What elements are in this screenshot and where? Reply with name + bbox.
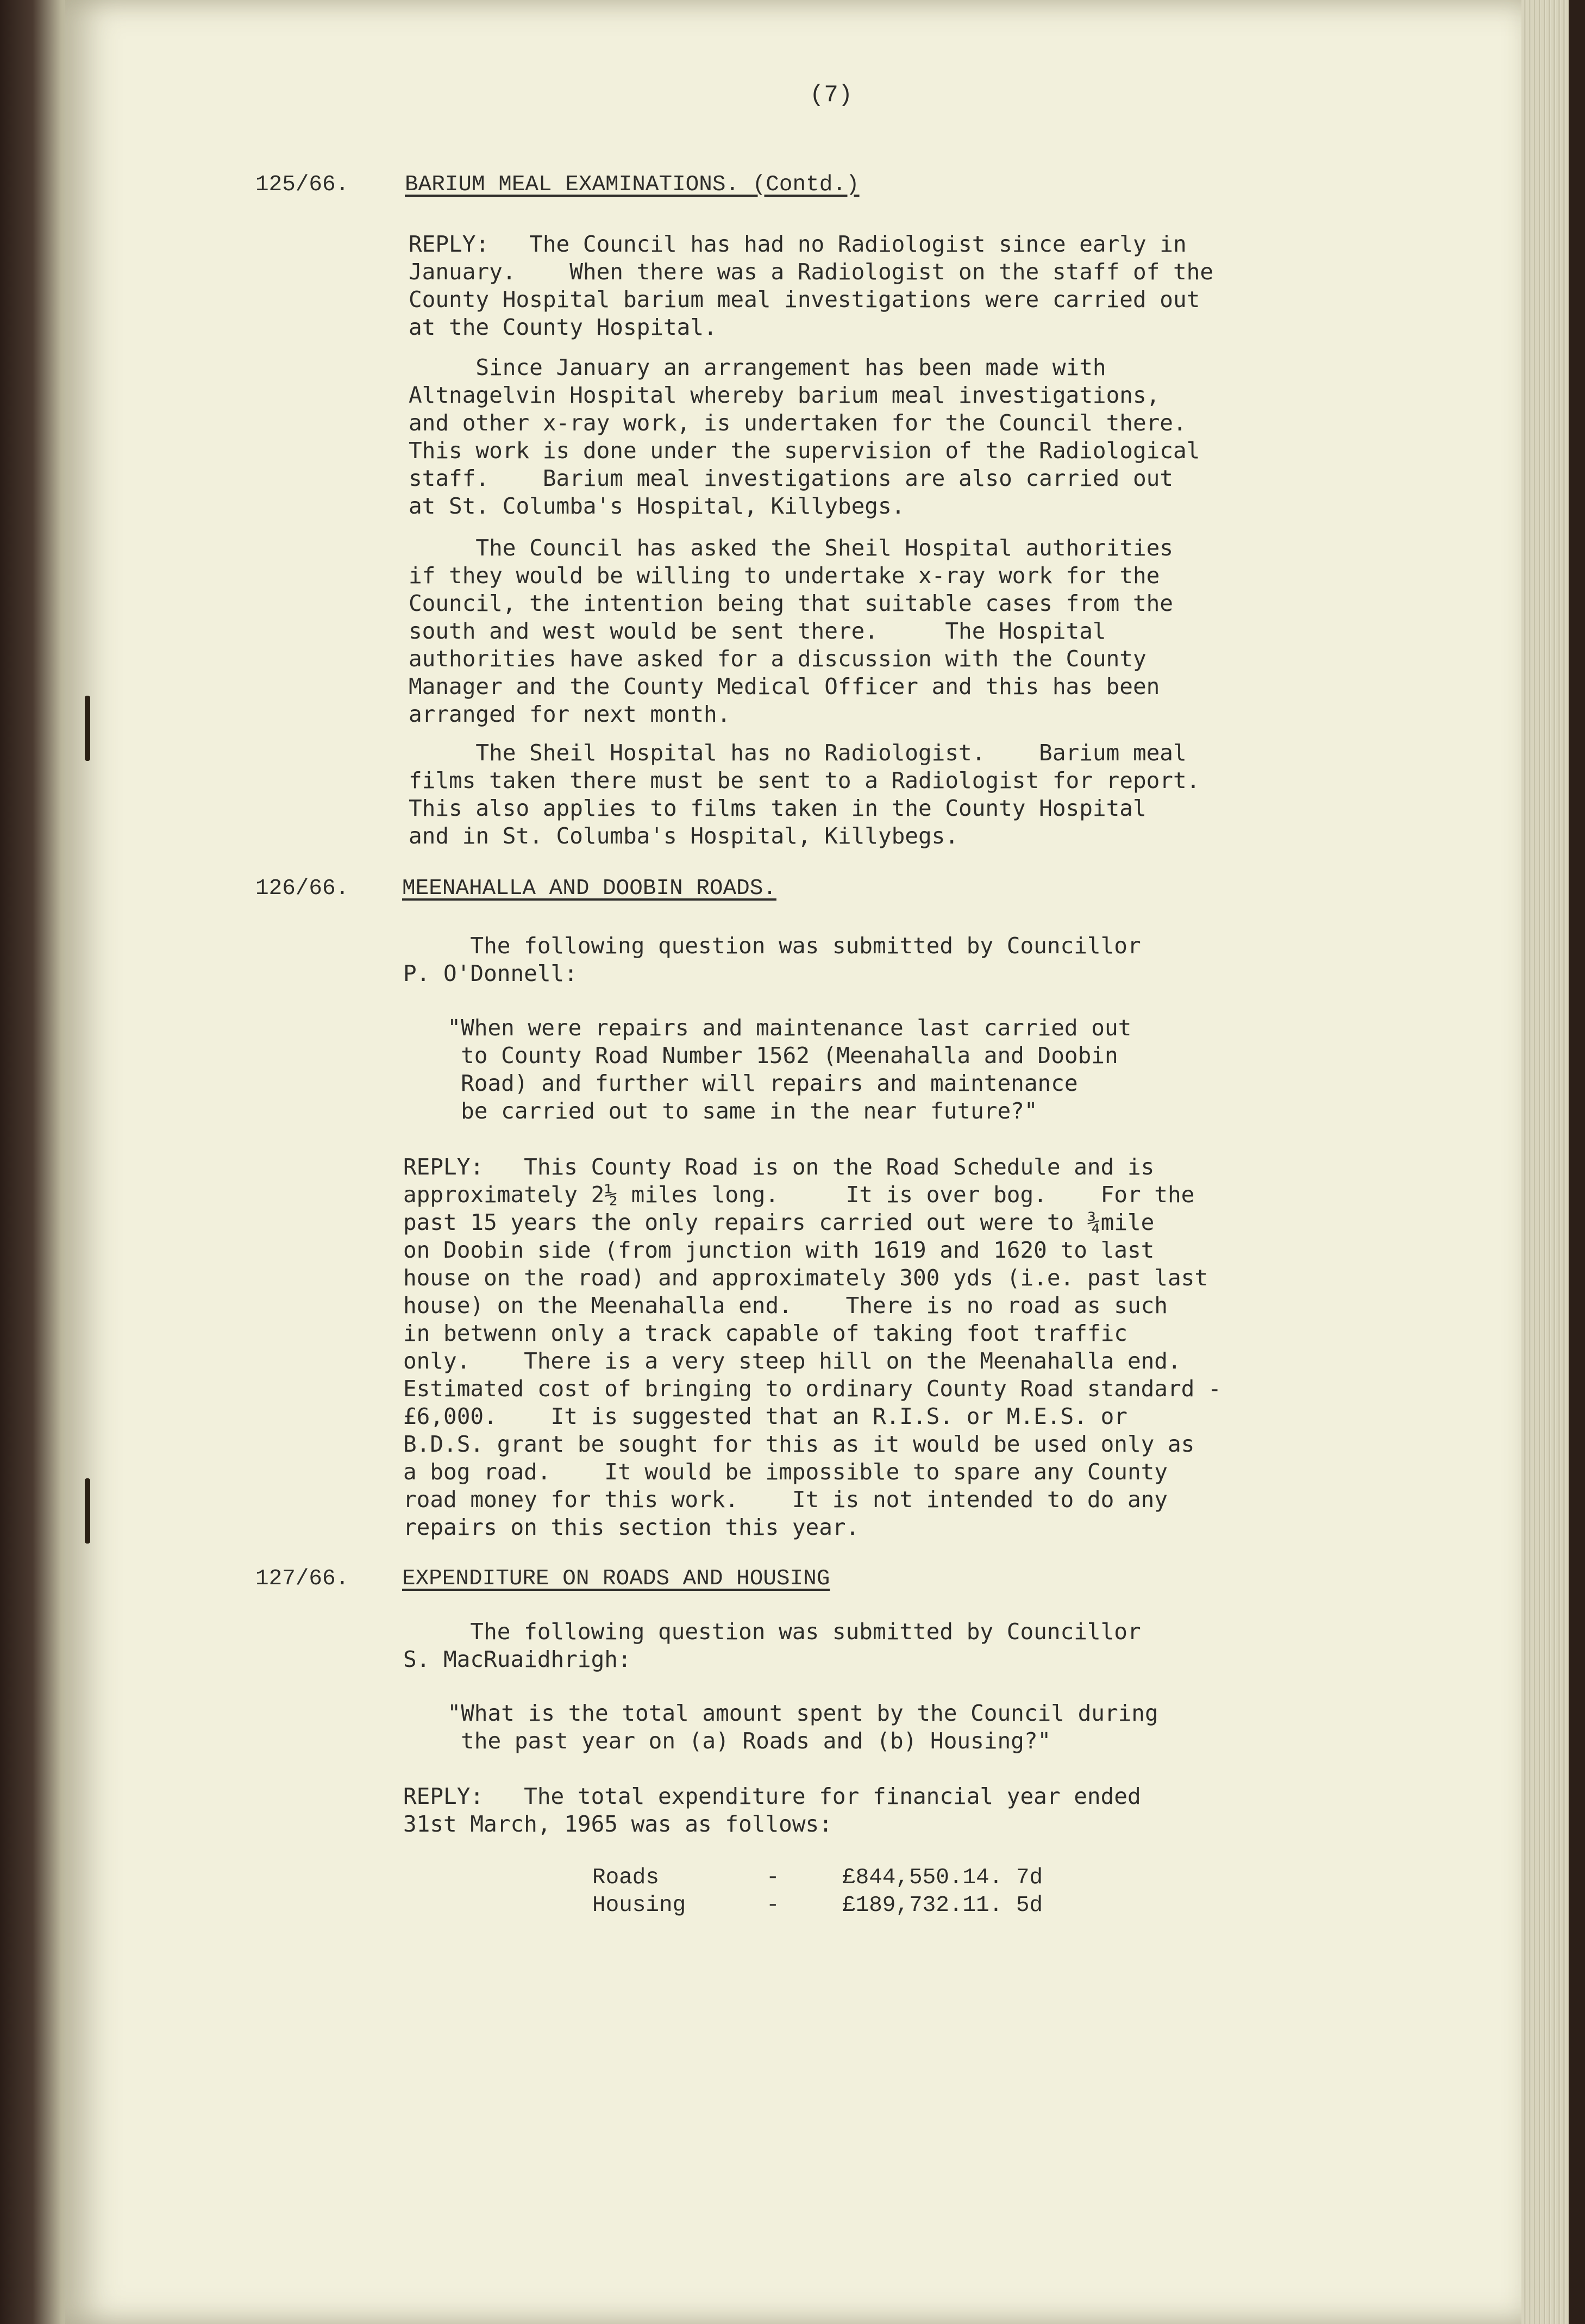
section-heading: BARIUM MEAL EXAMINATIONS. (Contd.) — [405, 172, 860, 197]
body-paragraph: The following question was submitted by Councillor S. MacRuaidhrigh: — [403, 1619, 1141, 1672]
expenditure-label: Housing — [592, 1893, 686, 1918]
section-heading: MEENAHALLA AND DOOBIN ROADS. — [402, 876, 776, 901]
reply-paragraph: REPLY: This County Road is on the Road Schedule and is approximately 2½ miles long. It is over bog. For the past 15 years the only repairs carried out were to ¾mile on Doobin side (from junction with 1619 and 1620 to last house on the road) and approximately 300 yds (i.e. past last house) on the Meenahalla end. There is no road as such in betwenn only a track capable of taking foot traffic only. There is a very steep hill on the Meenahalla end. Estimated cost of bringing to ordinary County Road standard - £6,000. It is suggested that an R.I.S. or M.E.S. or B.D.S. grant be sought for this as it would be used only as a bog road. It would be impossible to spare any County road money for this work. It is not intended to do any repairs on this section this year. — [403, 1154, 1221, 1540]
separator-dash: - — [766, 1893, 780, 1918]
section-ref: 126/66. — [255, 876, 349, 901]
reply-paragraph: REPLY: The Council has had no Radiologist since early in January. When there was a Radiologist on the staff of the County Hospital barium meal investigations were carried out at the County Hospital. — [409, 231, 1214, 340]
expenditure-amount: £189,732.11. 5d — [842, 1893, 1043, 1918]
page-stack-edge — [1521, 0, 1585, 2324]
question-quote: "When were repairs and maintenance last carried out to County Road Number 1562 (Meenahalla and Doobin Road) and further will repairs and maintenance be carried out to same in the near future?" — [447, 1015, 1132, 1124]
section-heading: EXPENDITURE ON ROADS AND HOUSING — [402, 1566, 830, 1591]
reply-paragraph: REPLY: The total expenditure for financial year ended 31st March, 1965 was as follows: — [403, 1783, 1141, 1837]
body-paragraph: The following question was submitted by Councillor P. O'Donnell: — [403, 933, 1141, 986]
body-paragraph: The Sheil Hospital has no Radiologist. Barium meal films taken there must be sent to a Radiologist for report. This also applies to films taken in the County Hospital and in St. Columba's Hospital, Killybegs. — [409, 740, 1200, 849]
section-ref: 125/66. — [255, 172, 349, 197]
binding-mark — [85, 696, 90, 761]
expenditure-label: Roads — [592, 1865, 660, 1890]
section-ref: 127/66. — [255, 1566, 349, 1591]
separator-dash: - — [766, 1865, 780, 1890]
expenditure-table — [592, 1864, 1043, 1920]
body-paragraph: The Council has asked the Sheil Hospital authorities if they would be willing to undertake x-ray work for the Council, the intention being that suitable cases from the south and west would be sent there. The Hospital authorities have asked for a discussion with the County Manager and the County Medical Officer and this has been arranged for next month. — [409, 535, 1173, 727]
body-paragraph: Since January an arrangement has been made with Altnagelvin Hospital whereby barium meal investigations, and other x-ray work, is undertaken for the Council there. This work is done under the supervision of the Radiological staff. Barium meal investigations are also carried out at St. Columba's Hospital, Killybegs. — [409, 354, 1200, 519]
question-quote: "What is the total amount spent by the Council during the past year on (a) Roads and (b) Housing?" — [447, 1700, 1158, 1754]
table-row — [592, 1892, 1043, 1920]
table-row — [592, 1864, 1043, 1892]
page-number: (7) — [810, 82, 853, 109]
binding-mark — [85, 1478, 90, 1544]
expenditure-amount: £844,550.14. 7d — [842, 1865, 1043, 1890]
